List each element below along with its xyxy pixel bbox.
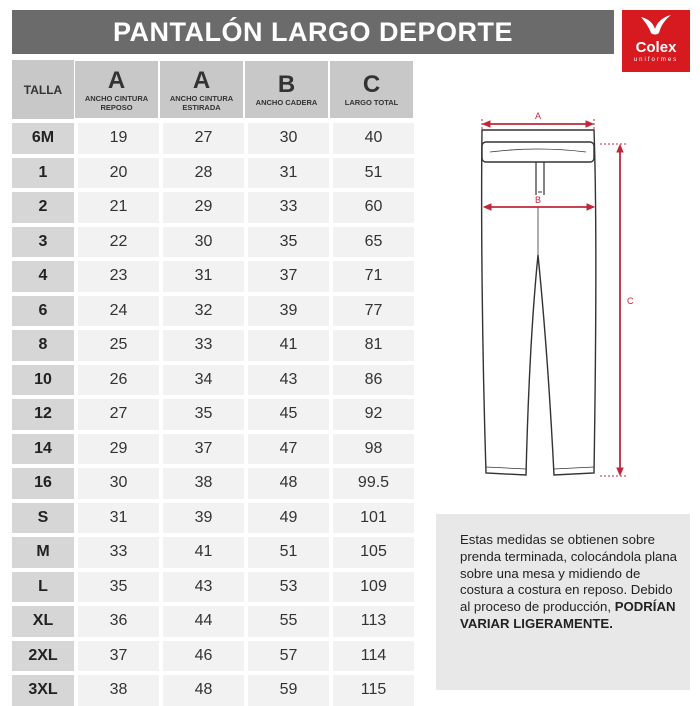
size-cell: L [12,568,74,603]
table-row [12,568,414,603]
value-cell: 71 [329,257,414,292]
value-cell: 22 [74,223,159,258]
value-cell: 60 [329,188,414,223]
table-row [12,637,414,672]
page-title: PANTALÓN LARGO DEPORTE [12,10,614,54]
table-row [12,188,414,223]
table-row [12,464,414,499]
trousers-diagram [432,95,690,495]
value-cell: 115 [329,671,414,706]
value-cell: 31 [244,154,329,189]
value-cell: 23 [74,257,159,292]
value-cell: 44 [159,602,244,637]
value-cell: 57 [244,637,329,672]
value-cell: 38 [159,464,244,499]
size-cell: 2XL [12,637,74,672]
value-cell: 51 [329,154,414,189]
value-cell: 39 [244,292,329,327]
table-row [12,361,414,396]
value-cell: 59 [244,671,329,706]
value-cell: 43 [159,568,244,603]
measurement-note [436,514,690,690]
col-label: ANCHO CADERA [255,98,318,107]
value-cell: 39 [159,499,244,534]
value-cell: 48 [244,464,329,499]
colex-logo [622,10,690,72]
value-cell: 36 [74,602,159,637]
value-cell: 26 [74,361,159,396]
value-cell: 28 [159,154,244,189]
table-row [12,430,414,465]
col-header-a-reposo [74,60,159,119]
value-cell: 35 [74,568,159,603]
value-cell: 43 [244,361,329,396]
value-cell: 99.5 [329,464,414,499]
size-cell: 16 [12,464,74,499]
table-row [12,154,414,189]
value-cell: 113 [329,602,414,637]
value-cell: 33 [159,326,244,361]
value-cell: 51 [244,533,329,568]
note-text: Estas medidas se obtienen sobre prenda terminada, colocándola plana sobre una mesa y midiendo de costura a costura en reposo. Debido al proceso de producción, [460,532,678,615]
col-label: ANCHO CINTURA ESTIRADA [169,93,234,112]
size-cell: 4 [12,257,74,292]
measure-c-label: C [627,296,634,306]
value-cell: 49 [244,499,329,534]
value-cell: 30 [159,223,244,258]
col-header-a-estirada [159,60,244,119]
value-cell: 20 [74,154,159,189]
value-cell: 41 [159,533,244,568]
col-letter: A [107,66,126,94]
value-cell: 92 [329,395,414,430]
table-row [12,119,414,154]
value-cell: 48 [159,671,244,706]
value-cell: 86 [329,361,414,396]
size-cell: 14 [12,430,74,465]
note-emphasis: PODRÍAN VARIAR LIGERAMENTE. [460,599,676,631]
value-cell: 30 [74,464,159,499]
col-letter: A [192,66,211,94]
table-row [12,671,414,706]
table-row [12,326,414,361]
table-row [12,499,414,534]
talla-header: TALLA [12,60,74,119]
value-cell: 27 [74,395,159,430]
col-letter: C [362,71,381,98]
measure-b-label: B [534,195,542,205]
value-cell: 31 [159,257,244,292]
size-cell: 3XL [12,671,74,706]
value-cell: 35 [159,395,244,430]
size-cell: 6M [12,119,74,154]
value-cell: 77 [329,292,414,327]
table-row [12,533,414,568]
value-cell: 34 [159,361,244,396]
size-cell: S [12,499,74,534]
value-cell: 46 [159,637,244,672]
value-cell: 33 [244,188,329,223]
trousers-outline-icon [482,130,596,475]
col-label: ANCHO CINTURA REPOSO [84,93,149,112]
size-cell: 12 [12,395,74,430]
size-cell: 6 [12,292,74,327]
value-cell: 30 [244,119,329,154]
value-cell: 101 [329,499,414,534]
table-row [12,292,414,327]
size-cell: XL [12,602,74,637]
col-header-b-cadera [244,60,329,119]
col-header-c-largo [329,60,414,119]
value-cell: 33 [74,533,159,568]
value-cell: 109 [329,568,414,603]
value-cell: 24 [74,292,159,327]
value-cell: 38 [74,671,159,706]
value-cell: 37 [74,637,159,672]
size-cell: 10 [12,361,74,396]
value-cell: 98 [329,430,414,465]
measure-a-label: A [534,111,542,121]
value-cell: 45 [244,395,329,430]
value-cell: 53 [244,568,329,603]
value-cell: 21 [74,188,159,223]
value-cell: 19 [74,119,159,154]
measure-c [600,144,626,476]
size-cell: 3 [12,223,74,258]
size-cell: M [12,533,74,568]
size-table [12,60,414,706]
size-cell: 8 [12,326,74,361]
value-cell: 65 [329,223,414,258]
table-row [12,395,414,430]
size-cell: 2 [12,188,74,223]
value-cell: 31 [74,499,159,534]
value-cell: 32 [159,292,244,327]
value-cell: 41 [244,326,329,361]
logo-subtitle: uniformes [633,57,679,63]
value-cell: 55 [244,602,329,637]
logo-brand: Colex [635,39,677,56]
table-row [12,602,414,637]
value-cell: 37 [244,257,329,292]
table-row [12,223,414,258]
bird-icon [639,13,673,39]
value-cell: 35 [244,223,329,258]
value-cell: 40 [329,119,414,154]
col-letter: B [277,71,296,98]
value-cell: 29 [74,430,159,465]
value-cell: 114 [329,637,414,672]
value-cell: 29 [159,188,244,223]
value-cell: 81 [329,326,414,361]
size-cell: 1 [12,154,74,189]
value-cell: 27 [159,119,244,154]
value-cell: 37 [159,430,244,465]
value-cell: 25 [74,326,159,361]
value-cell: 47 [244,430,329,465]
value-cell: 105 [329,533,414,568]
col-label: LARGO TOTAL [344,98,399,107]
table-row [12,257,414,292]
